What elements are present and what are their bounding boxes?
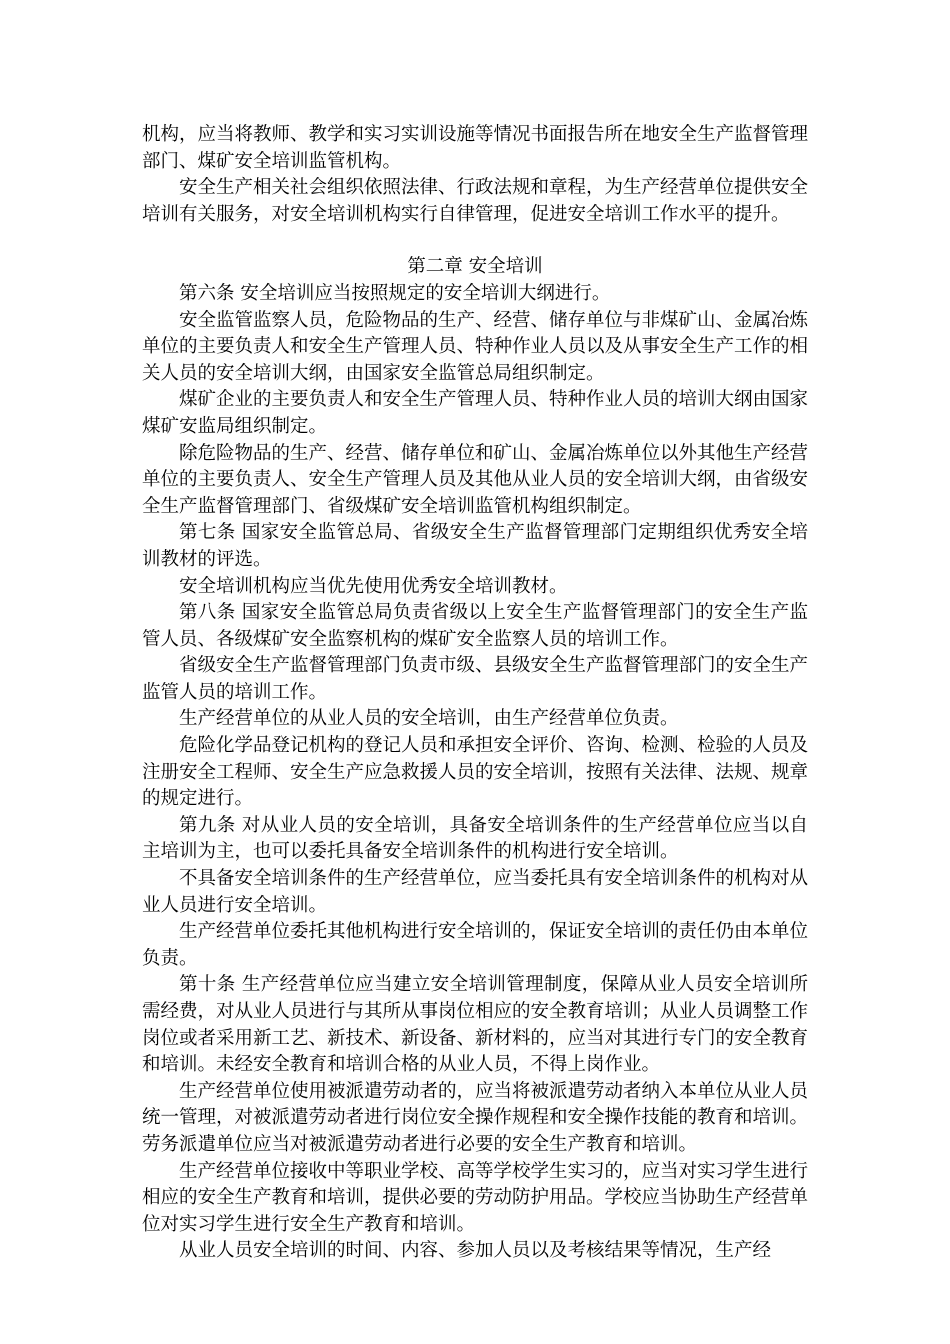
paragraph: 除危险物品的生产、经营、储存单位和矿山、金属冶炼单位以外其他生产经营单位的主要负责人、安全生产管理人员及其他从业人员的安全培训大纲，由省级安全生产监督管理部门、省级煤矿安全培训监管机构组织制定。 xyxy=(142,442,809,517)
paragraph-truncated: 从业人员安全培训的时间、内容、参加人员以及考核结果等情况，生产经 xyxy=(179,1240,772,1262)
article-7: 第七条 国家安全监管总局、省级安全生产监督管理部门定期组织优秀安全培训教材的评选。 xyxy=(142,522,808,570)
article-9: 第九条 对从业人员的安全培训，具备安全培训条件的生产经营单位应当以自主培训为主，也可以委托具备安全培训条件的机构进行安全培训。 xyxy=(142,814,808,863)
article-6: 第六条 安全培训应当按照规定的安全培训大纲进行。 xyxy=(179,282,611,304)
paragraph: 生产经营单位使用被派遣劳动者的，应当将被派遣劳动者纳入本单位从业人员统一管理，对被派遣劳动者进行岗位安全操作规程和安全操作技能的教育和培训。劳务派遣单位应当对被派遣劳动者进行必要的安全生产教育和培训。 xyxy=(142,1080,809,1155)
paragraph: 不具备安全培训条件的生产经营单位，应当委托具有安全培训条件的机构对从业人员进行安全培训。 xyxy=(142,868,809,916)
paragraph: 生产经营单位委托其他机构进行安全培训的，保证安全培训的责任仍由本单位负责。 xyxy=(142,921,809,969)
article-8: 第八条 国家安全监管总局负责省级以上安全生产监督管理部门的安全生产监管人员、各级煤矿安全监察机构的煤矿安全监察人员的培训工作。 xyxy=(142,602,808,650)
paragraph-continuation: 机构，应当将教师、教学和实习实训设施等情况书面报告所在地安全生产监督管理部门、煤矿安全培训监管机构。 xyxy=(142,124,809,172)
document-page xyxy=(142,122,808,1265)
paragraph: 省级安全生产监督管理部门负责市级、县级安全生产监督管理部门的安全生产监管人员的培训工作。 xyxy=(142,655,809,703)
paragraph: 煤矿企业的主要负责人和安全生产管理人员、特种作业人员的培训大纲由国家煤矿安监局组织制定。 xyxy=(142,389,809,437)
paragraph: 安全培训机构应当优先使用优秀安全培训教材。 xyxy=(179,575,568,597)
paragraph: 危险化学品登记机构的登记人员和承担安全评价、咨询、检测、检验的人员及注册安全工程师、安全生产应急救援人员的安全培训，按照有关法律、法规、规章的规定进行。 xyxy=(142,735,809,810)
paragraph: 安全生产相关社会组织依照法律、行政法规和章程，为生产经营单位提供安全培训有关服务，对安全培训机构实行自律管理，促进安全培训工作水平的提升。 xyxy=(142,177,809,225)
chapter-heading: 第二章 安全培训 xyxy=(407,256,543,278)
paragraph: 生产经营单位的从业人员的安全培训，由生产经营单位负责。 xyxy=(179,708,679,730)
paragraph: 安全监管监察人员，危险物品的生产、经营、储存单位与非煤矿山、金属冶炼单位的主要负责人和安全生产管理人员、特种作业人员以及从事安全生产工作的相关人员的安全培训大纲，由国家安全监管总局组织制定。 xyxy=(142,309,809,384)
paragraph: 生产经营单位接收中等职业学校、高等学校学生实习的，应当对实习学生进行相应的安全生产教育和培训，提供必要的劳动防护用品。学校应当协助生产经营单位对实习学生进行安全生产教育和培训。 xyxy=(142,1160,809,1235)
article-10: 第十条 生产经营单位应当建立安全培训管理制度，保障从业人员安全培训所需经费，对从业人员进行与其所从事岗位相应的安全教育培训；从业人员调整工作岗位或者采用新工艺、新技术、新设备、新材料的，应当对其进行专门的安全教育和培训。未经安全教育和培训合格的从业人员，不得上岗作业。 xyxy=(142,974,809,1076)
